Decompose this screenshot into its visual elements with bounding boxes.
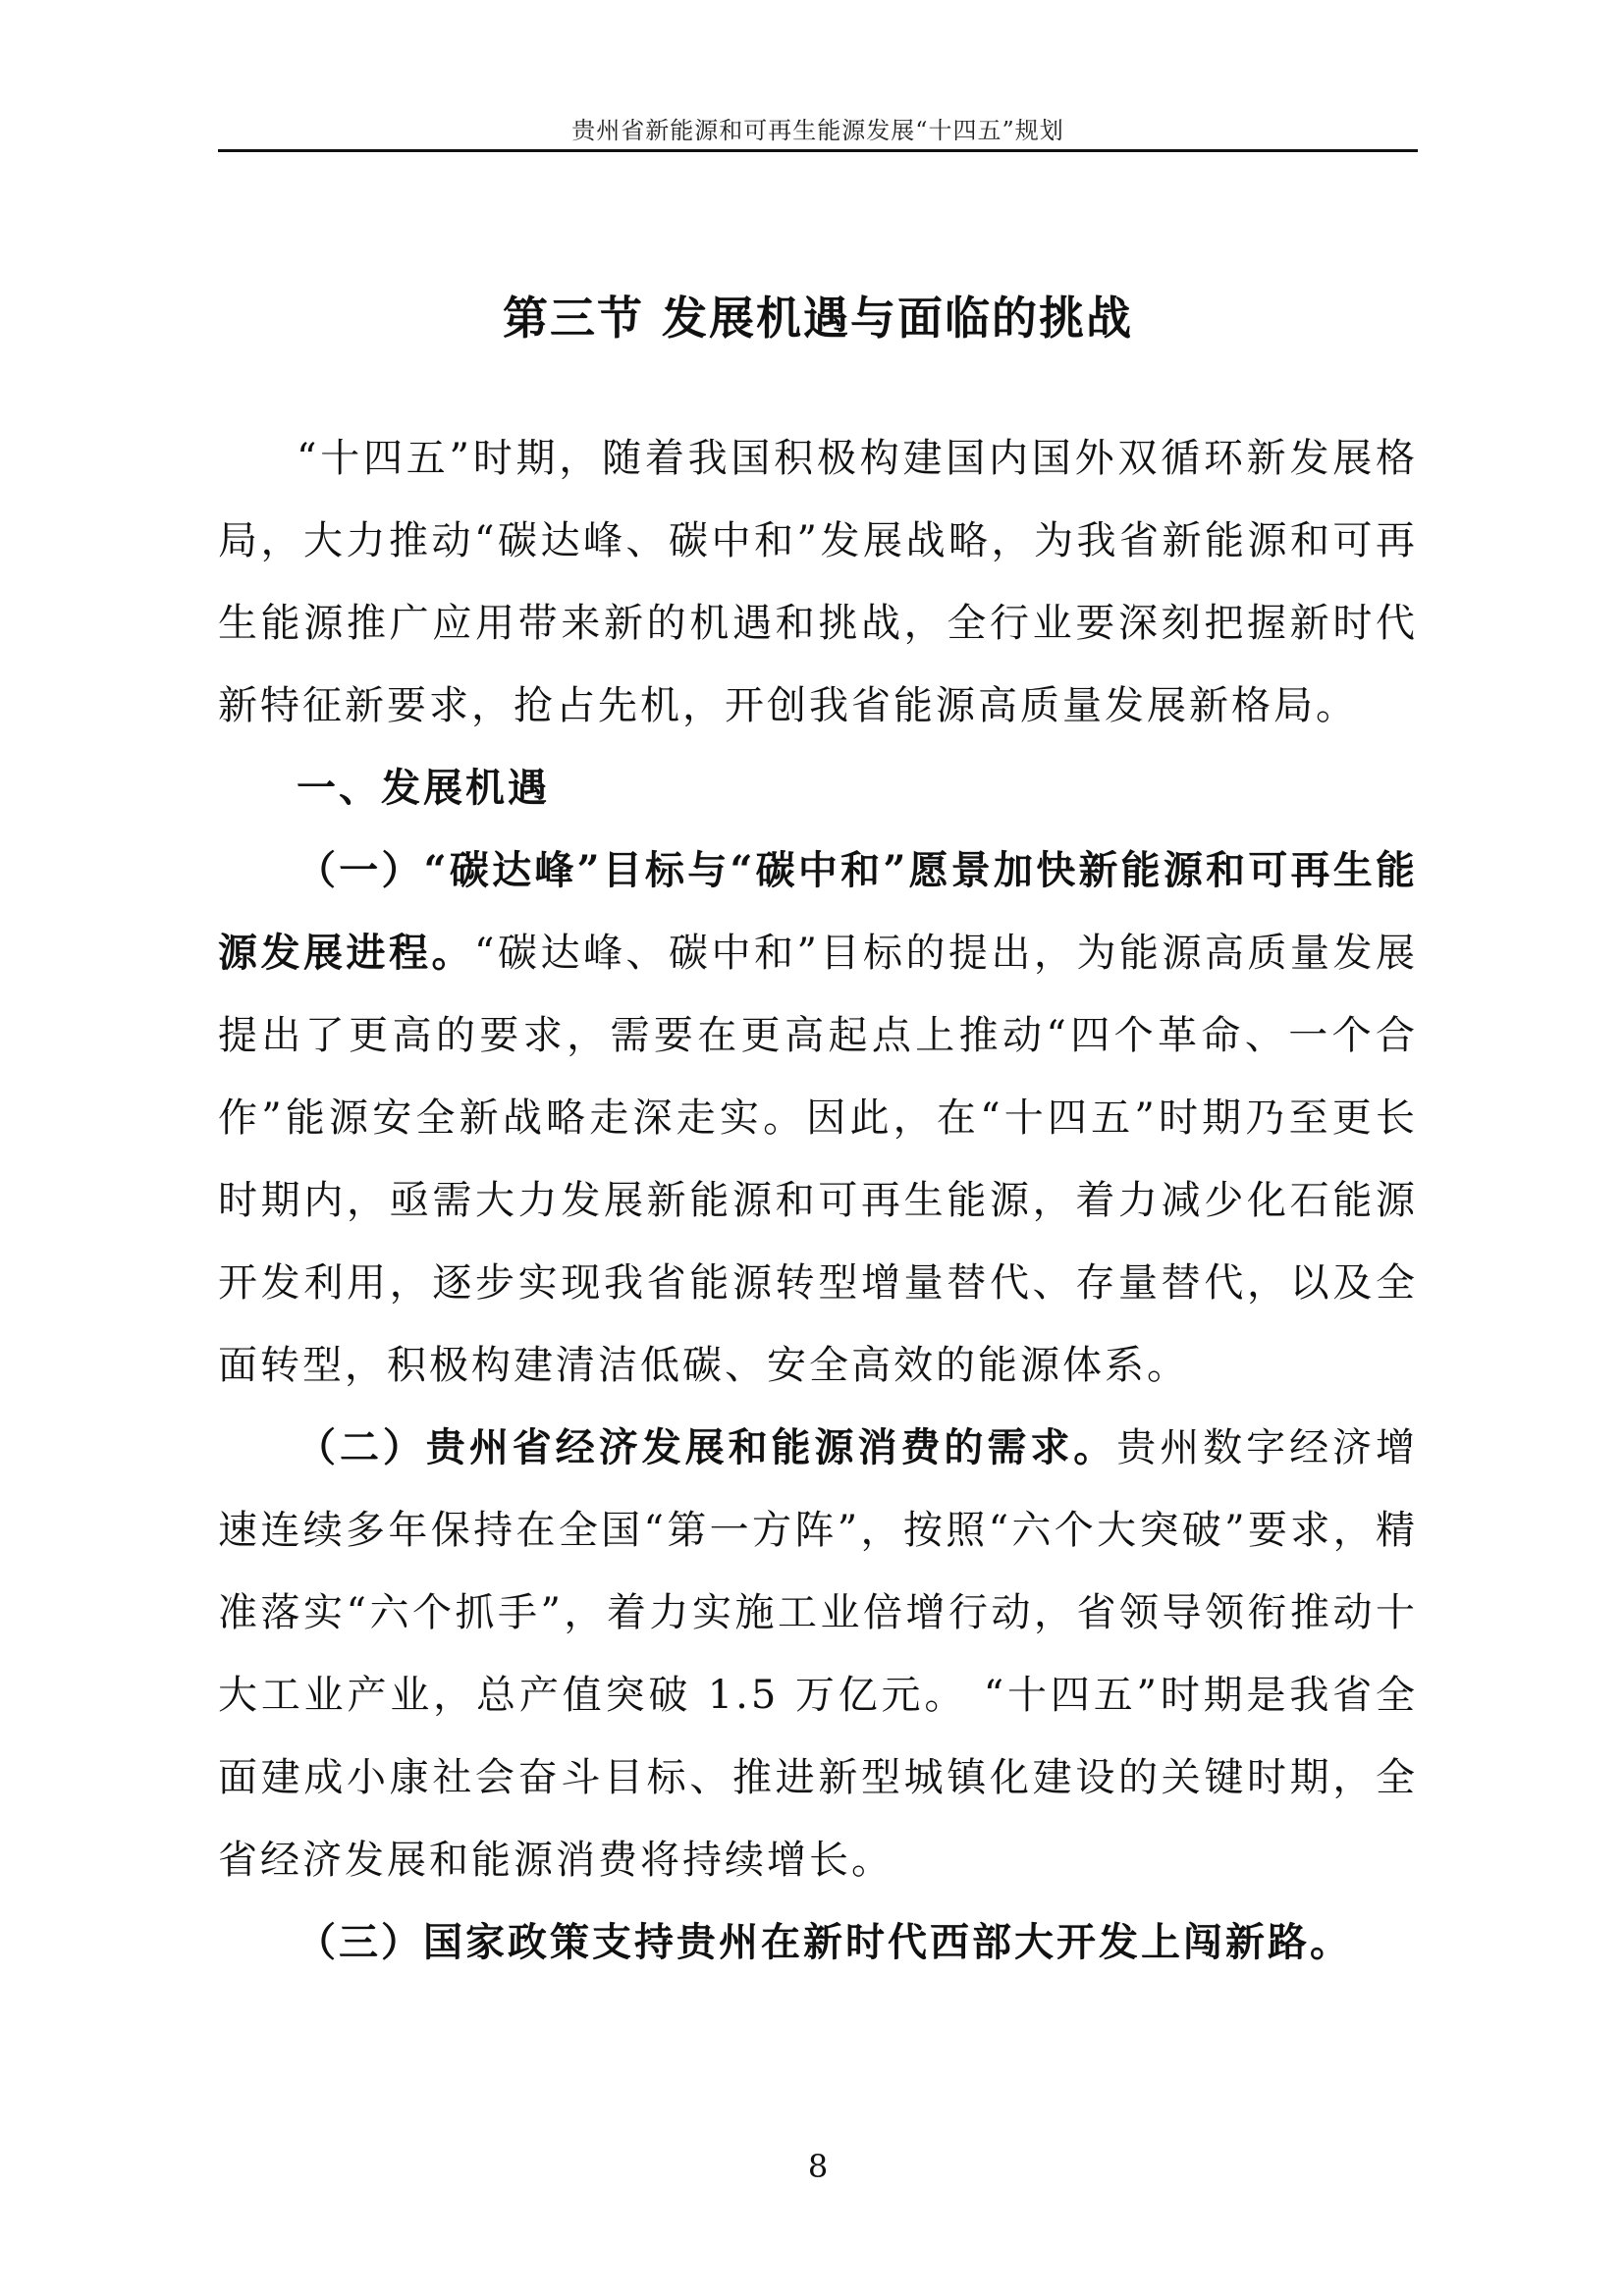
item-1-text: “碳达峰、碳中和”目标的提出，为能源高质量发展提出了更高的要求，需要在更高起点上推动“四个革命、一个合作”能源安全新战略走深走实。因此，在“十四五”时期乃至更长时期内，亟需大力发展新能源和可再生能源，着力减少化石能源开发利用，逐步实现我省能源转型增量替代、存量替代，以及全面转型，积极构建清洁低碳、安全高效的能源体系。	[218, 931, 1419, 1388]
item-1-lead: （一）“碳达峰”目标与“碳中和”愿景加快新能源和可再生能源发展进程。	[218, 847, 1418, 976]
item-3-lead: （三）国家政策支持贵州在新时代西部大开发上闯新路。	[297, 1919, 1352, 1965]
item-2-text: 贵州数字经济增速连续多年保持在全国“第一方阵”，按照“六个大突破”要求，精准落实“六个抓手”，着力实施工业倍增行动，省领导领衔推动十大工业产业，总产值突破 1.5 万亿元。 “十四五”时期是我省全面建成小康社会奋斗目标、推进新型城镇化建设的关键时期，全省经济发展和能源消费将持续增长。	[218, 1425, 1419, 1883]
running-header: 贵州省新能源和可再生能源发展“十四五”规划	[571, 117, 1064, 144]
body-text	[218, 417, 1418, 1984]
item-2-lead: （二）贵州省经济发展和能源消费的需求。	[297, 1424, 1117, 1470]
item-3-paragraph	[218, 1901, 1418, 1984]
subheading-opportunities: 一、发展机遇	[297, 765, 550, 811]
page-number: 8	[807, 2148, 829, 2185]
section-title: 第三节 发展机遇与面临的挑战	[502, 292, 1133, 345]
item-2-paragraph	[218, 1407, 1418, 1901]
intro-paragraph: “十四五”时期，随着我国积极构建国内国外双循环新发展格局，大力推动“碳达峰、碳中和”发展战略，为我省新能源和可再生能源推广应用带来新的机遇和挑战，全行业要深刻把握新时代新特征新要求，抢占先机，开创我省能源高质量发展新格局。	[218, 436, 1418, 728]
item-1-paragraph	[218, 829, 1418, 1407]
header-rule	[218, 149, 1418, 152]
